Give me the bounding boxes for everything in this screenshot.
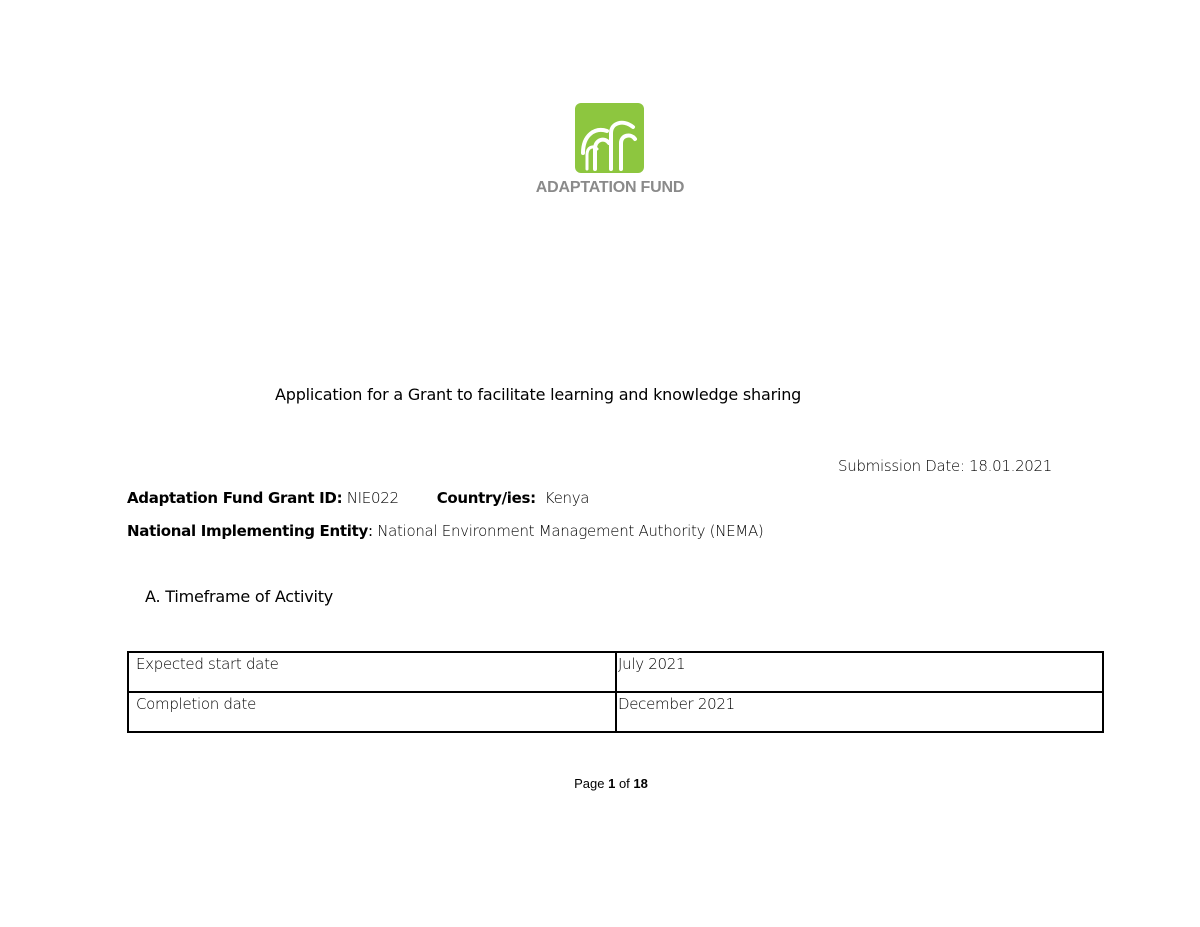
- page-total: 18: [633, 776, 648, 791]
- grant-info-line: [127, 489, 589, 507]
- timeframe-table: [127, 651, 1104, 733]
- table-cell-label: Expected start date: [128, 652, 616, 692]
- adaptation-fund-logo: [520, 100, 700, 200]
- page-of-word: of: [618, 776, 630, 791]
- submission-date-value: 18.01.2021: [969, 457, 1053, 475]
- entity-info-line: National Implementing Entity: National Environment Management Authority (NEMA): [127, 522, 764, 540]
- grant-id-value: NIE022: [346, 489, 399, 507]
- table-row: [128, 692, 1103, 732]
- table-cell-label: Completion date: [128, 692, 616, 732]
- country-value: Kenya: [544, 489, 590, 507]
- entity-value: National Environment Management Authority (NEMA): [377, 522, 764, 540]
- page-footer: [0, 776, 1200, 791]
- entity-label: National Implementing Entity: [127, 522, 368, 540]
- adaptation-fund-plant-icon: [575, 103, 644, 173]
- submission-date-label: Submission Date:: [838, 457, 965, 475]
- logo-wordmark: ADAPTATION FUND: [535, 179, 685, 196]
- table-row: [128, 652, 1103, 692]
- grant-id-label: Adaptation Fund Grant ID:: [127, 489, 343, 507]
- table-cell-value: July 2021: [616, 652, 1103, 692]
- page-current: 1: [608, 776, 616, 791]
- page-word: Page: [574, 776, 605, 791]
- document-title: Application for a Grant to facilitate learning and knowledge sharing: [275, 385, 802, 404]
- country-label: Country/ies:: [436, 489, 536, 507]
- table-cell-value: December 2021: [616, 692, 1103, 732]
- submission-date: [838, 457, 1052, 475]
- section-a-heading: A. Timeframe of Activity: [145, 587, 334, 606]
